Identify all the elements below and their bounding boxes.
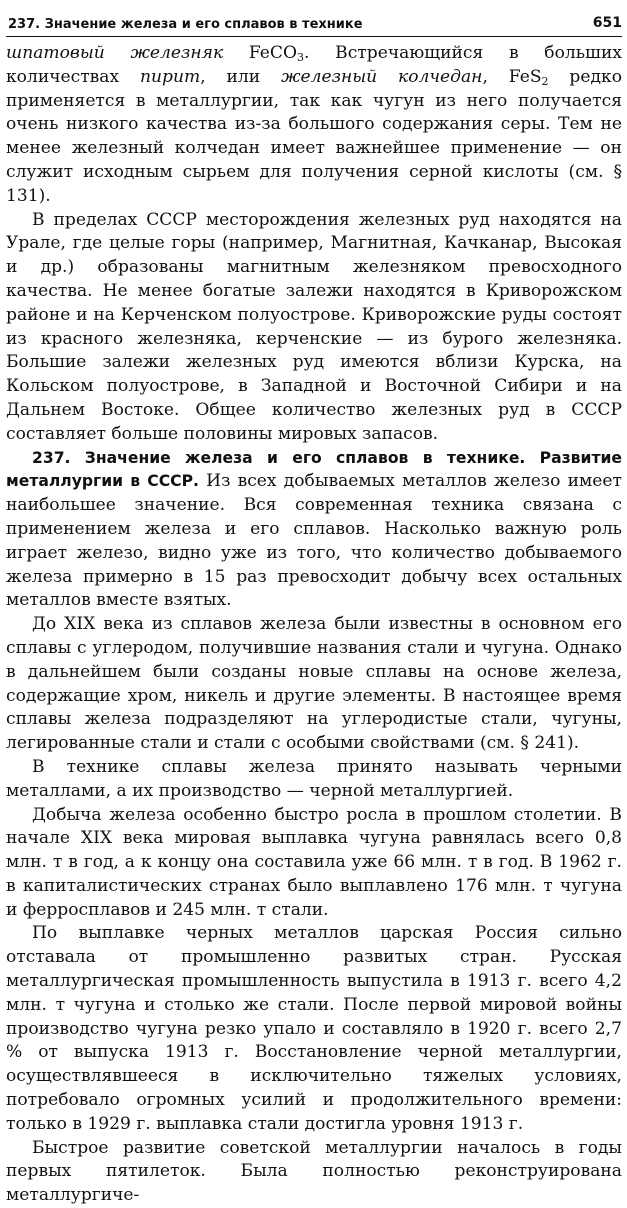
italic-term: шпатовый железняк: [6, 43, 224, 63]
subscript: 2: [541, 74, 549, 88]
text-run: Добыча железа особенно быстро росла в прошлом столетии. В начале XIX века мировая выплавка чугуна равнялась всего 0,8 млн. т в год, а к концу она составила уже 66 млн. т в год. В 1962 г. в капиталистических странах было выплавлено 176 млн. т чугуна и ферросплавов и 245 млн. т стали.: [6, 804, 622, 920]
running-header: [6, 14, 622, 37]
paragraph: [6, 42, 622, 209]
text-run: Быстрое развитие советской металлургии началось в годы первых пятилеток. Была полностью реконструирована металлургиче-: [6, 1137, 622, 1206]
section-heading: 237. Значение железа и его сплавов в технике. Развитие металлургии в СССР.: [6, 448, 622, 491]
paragraph: [6, 613, 622, 756]
italic-term: железный колчедан: [281, 66, 483, 87]
paragraph: [6, 804, 622, 923]
text-run: В пределах СССР месторождения железных руд находятся на Урале, где целые горы (например, Магнитная, Качканар, Высокая и др.) образованы магнитным железняком превосходного качества. Не менее богатые залежи находятся в Криворожском районе и на Керченском полуострове. Криворожские руды состоят из красного железняка, керченские — из бурого железняка. Большие залежи железных руд имеются вблизи Курска, на Кольском полуострове, в Западной и Восточной Сибири и на Дальнем Востоке. Общее количество железных руд в СССР составляет больше половины мировых запасов.: [6, 209, 622, 444]
text-run: , FeS: [482, 66, 542, 87]
paragraph: [6, 209, 622, 447]
text-run: До XIX века из сплавов железа были известны в основном его сплавы с углеродом, получившие названия стали и чугуна. Однако в дальнейшем были созданы новые сплавы на основе железа, содержащие хром, никель и другие элементы. В настоящее время сплавы железа подразделяют на углеродистые стали, чугуны, легированные стали и стали с особыми свойствами (см. § 241).: [6, 614, 622, 754]
text-run: , или: [200, 66, 282, 87]
paragraph: [6, 1137, 622, 1208]
running-header-title: 237. Значение железа и его сплавов в технике: [8, 17, 363, 32]
text-run: . Встречающийся в больших количествах: [6, 43, 622, 87]
book-page: [6, 0, 622, 1206]
paragraph: [6, 447, 622, 614]
text-run: редко применяется в металлургии, так как чугун из него получается очень низкого качества из-за большого содержания серы. Тем не менее железный колчедан имеет важнейшее применение — он служит исходным сырьем для получения серной кислоты (см. § 131).: [6, 66, 622, 206]
paragraph: [6, 922, 622, 1136]
body-text: [6, 42, 622, 1208]
page-number: 651: [592, 15, 622, 31]
text-run: В технике сплавы железа принято называть черными металлами, а их производство — черной металлургией.: [6, 756, 622, 801]
italic-term: пирит: [140, 66, 201, 87]
text-run: FeCO: [223, 43, 298, 63]
paragraph: [6, 756, 622, 804]
subscript: 3: [297, 51, 305, 64]
text-run: По выплавке черных металлов царская Россия сильно отставала от промышленно развитых стран. Русская металлургическая промышленность выпустила в 1913 г. всего 4,2 млн. т чугуна и столько же стали. После первой мировой войны производство чугуна резко упало и составляло в 1920 г. всего 2,7 % от выпуска 1913 г. Восстановление черной металлургии, осуществлявшееся в исключительно тяжелых условиях, потребовало огромных усилий и продолжительного времени: только в 1929 г. выплавка стали достигла уровня 1913 г.: [6, 923, 622, 1134]
text-run: Из всех добываемых металлов железо имеет наибольшее значение. Вся современная техника связана с применением железа и его сплавов. Насколько важную роль играет железо, видно уже из того, что количество добываемого железа примерно в 15 раз превосходит добычу всех остальных металлов вместе взятых.: [6, 471, 622, 611]
